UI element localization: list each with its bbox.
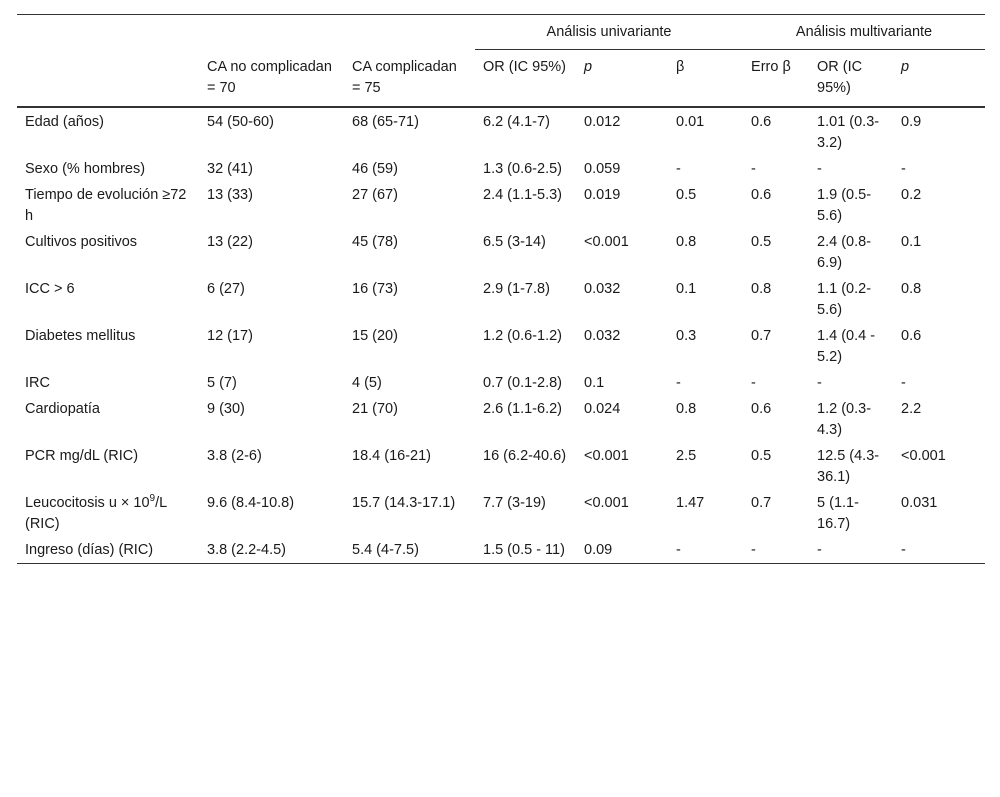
complicated-cell: 21 (70) [352, 401, 398, 417]
group-header-row [17, 15, 985, 50]
p-multivariate-header: p [893, 50, 985, 108]
or-univariate-cell: 2.9 (1-7.8) [483, 281, 550, 297]
multivariate-group-header: Análisis multivariante [743, 15, 985, 50]
or-multivariate-cell: 1.9 (0.5-5.6) [817, 187, 872, 224]
variable-cell [17, 489, 199, 536]
or-univariate-cell: 2.6 (1.1-6.2) [483, 401, 562, 417]
variable-header [17, 50, 199, 108]
no-complicated-cell: 6 (27) [207, 281, 245, 297]
table-row [17, 536, 985, 564]
complicated-header: CA complicadan = 75 [344, 50, 475, 108]
complicated-cell: 4 (5) [352, 375, 382, 391]
empty-header-cell [199, 15, 344, 50]
p-univariate-cell: 0.09 [576, 536, 668, 564]
no-complicated-cell: 5 (7) [207, 375, 237, 391]
p-univariate-cell: 0.059 [584, 161, 621, 177]
or-multivariate-cell: 5 (1.1-16.7) [817, 495, 859, 532]
table-row [17, 489, 985, 536]
or-multivariate-cell: 1.01 (0.3-3.2) [817, 114, 880, 151]
table-row [17, 442, 985, 489]
no-complicated-cell: 9.6 (8.4-10.8) [207, 495, 295, 511]
p-univariate-cell: <0.001 [584, 234, 629, 250]
no-complicated-cell: 9 (30) [207, 401, 245, 417]
table-row [17, 395, 985, 442]
complicated-cell: 27 (67) [352, 187, 398, 203]
p-multivariate-cell: 0.9 [901, 114, 922, 130]
error-beta-cell: 0.7 [751, 495, 772, 511]
complicated-cell: 68 (65-71) [352, 114, 419, 130]
variable-cell: ICC > 6 [25, 281, 75, 297]
error-beta-cell: 0.8 [751, 281, 772, 297]
table-row [17, 181, 985, 228]
p-multivariate-cell: - [901, 161, 906, 177]
p-univariate-header: p [576, 50, 668, 108]
p-multivariate-cell: 0.6 [901, 328, 922, 344]
beta-header: β [668, 50, 743, 108]
complicated-cell: 46 (59) [352, 161, 398, 177]
beta-cell: 0.5 [676, 187, 697, 203]
or-multivariate-cell: 1.4 (0.4 - 5.2) [817, 328, 876, 365]
variable-cell: PCR mg/dL (RIC) [25, 448, 139, 464]
empty-header-cell [344, 15, 475, 50]
or-univariate-header: OR (IC 95%) [475, 50, 576, 108]
beta-cell: 0.8 [676, 401, 697, 417]
beta-cell: 2.5 [676, 448, 697, 464]
p-univariate-cell: 0.024 [584, 401, 621, 417]
variable-cell: Diabetes mellitus [25, 328, 136, 344]
variable-text-suffix: /L (RIC) [25, 495, 167, 532]
variable-cell: Ingreso (días) (RIC) [17, 536, 199, 564]
error-beta-cell: 0.6 [751, 187, 772, 203]
no-complicated-cell: 12 (17) [207, 328, 253, 344]
p-univariate-cell: <0.001 [584, 448, 629, 464]
p-univariate-cell: 0.012 [584, 114, 621, 130]
table-row [17, 369, 985, 395]
or-univariate-cell: 1.5 (0.5 - 11) [475, 536, 576, 564]
variable-cell: Tiempo de evolución ≥72 h [25, 187, 187, 224]
or-multivariate-cell: - [817, 161, 822, 177]
or-multivariate-cell: 1.1 (0.2-5.6) [817, 281, 872, 318]
p-univariate-cell: 0.032 [584, 281, 621, 297]
or-univariate-cell: 16 (6.2-40.6) [483, 448, 567, 464]
p-multivariate-cell: 0.031 [901, 495, 938, 511]
table-row [17, 155, 985, 181]
p-multivariate-cell: 0.1 [901, 234, 922, 250]
variable-cell: Cardiopatía [25, 401, 100, 417]
p-multivariate-cell: 0.2 [901, 187, 922, 203]
column-header-row [17, 50, 985, 108]
beta-cell: 1.47 [676, 495, 705, 511]
complicated-cell: 15 (20) [352, 328, 398, 344]
p-multivariate-cell: 0.8 [901, 281, 922, 297]
or-multivariate-cell: 2.4 (0.8-6.9) [817, 234, 872, 271]
beta-cell: 0.3 [676, 328, 697, 344]
empty-header-cell [17, 15, 199, 50]
complicated-cell: 15.7 (14.3-17.1) [352, 495, 456, 511]
or-univariate-cell: 6.2 (4.1-7) [483, 114, 550, 130]
error-beta-cell: 0.5 [751, 234, 772, 250]
beta-cell: 0.01 [676, 114, 705, 130]
p-univariate-cell: 0.019 [584, 187, 621, 203]
error-beta-cell: 0.6 [751, 401, 772, 417]
variable-cell: Cultivos positivos [25, 234, 138, 250]
no-complicated-cell: 3.8 (2.2-4.5) [199, 536, 344, 564]
p-multivariate-cell: - [893, 536, 985, 564]
error-beta-cell: 0.5 [751, 448, 772, 464]
table-row [17, 275, 985, 322]
error-beta-cell: 0.6 [751, 114, 772, 130]
error-beta-cell: - [751, 161, 756, 177]
table-row [17, 228, 985, 275]
no-complicated-cell: 3.8 (2-6) [207, 448, 262, 464]
complicated-cell: 16 (73) [352, 281, 398, 297]
or-multivariate-cell: 1.2 (0.3-4.3) [817, 401, 872, 438]
superscript-exponent: 9 [149, 493, 156, 505]
p-univariate-cell: <0.001 [584, 495, 629, 511]
no-complicated-cell: 54 (50-60) [207, 114, 274, 130]
variable-cell: IRC [25, 375, 50, 391]
error-beta-cell: - [743, 536, 809, 564]
univariate-group-header: Análisis univariante [475, 15, 743, 50]
no-complicated-cell: 13 (22) [207, 234, 253, 250]
complicated-cell: 18.4 (16-21) [352, 448, 431, 464]
p-multivariate-cell: - [901, 375, 906, 391]
or-univariate-cell: 0.7 (0.1-2.8) [483, 375, 562, 391]
results-table [17, 14, 985, 564]
variable-cell: Sexo (% hombres) [25, 161, 146, 177]
p-univariate-cell: 0.1 [584, 375, 605, 391]
or-univariate-cell: 6.5 (3-14) [483, 234, 546, 250]
or-univariate-cell: 2.4 (1.1-5.3) [483, 187, 562, 203]
or-multivariate-cell: - [817, 375, 822, 391]
or-univariate-cell: 7.7 (3-19) [483, 495, 546, 511]
variable-cell: Edad (años) [25, 114, 104, 130]
beta-cell: - [668, 536, 743, 564]
error-beta-cell: 0.7 [751, 328, 772, 344]
error-beta-header: Erro β [743, 50, 809, 108]
or-multivariate-cell: 12.5 (4.3-36.1) [817, 448, 880, 485]
no-complicated-cell: 13 (33) [207, 187, 253, 203]
table-row [17, 322, 985, 369]
variable-text: Leucocitosis u × 10 [25, 495, 150, 511]
or-multivariate-cell: - [809, 536, 893, 564]
complicated-cell: 45 (78) [352, 234, 398, 250]
p-multivariate-cell: 2.2 [901, 401, 922, 417]
complicated-cell: 5.4 (4-7.5) [344, 536, 475, 564]
error-beta-cell: - [751, 375, 756, 391]
p-multivariate-cell: <0.001 [901, 448, 946, 464]
or-multivariate-header: OR (IC 95%) [809, 50, 893, 108]
beta-cell: 0.1 [676, 281, 697, 297]
p-univariate-cell: 0.032 [584, 328, 621, 344]
or-univariate-cell: 1.2 (0.6-1.2) [483, 328, 562, 344]
beta-cell: - [676, 375, 681, 391]
no-complicated-header: CA no complicadan = 70 [199, 50, 344, 108]
or-univariate-cell: 1.3 (0.6-2.5) [483, 161, 562, 177]
table-row [17, 107, 985, 155]
no-complicated-cell: 32 (41) [207, 161, 253, 177]
beta-cell: 0.8 [676, 234, 697, 250]
beta-cell: - [676, 161, 681, 177]
